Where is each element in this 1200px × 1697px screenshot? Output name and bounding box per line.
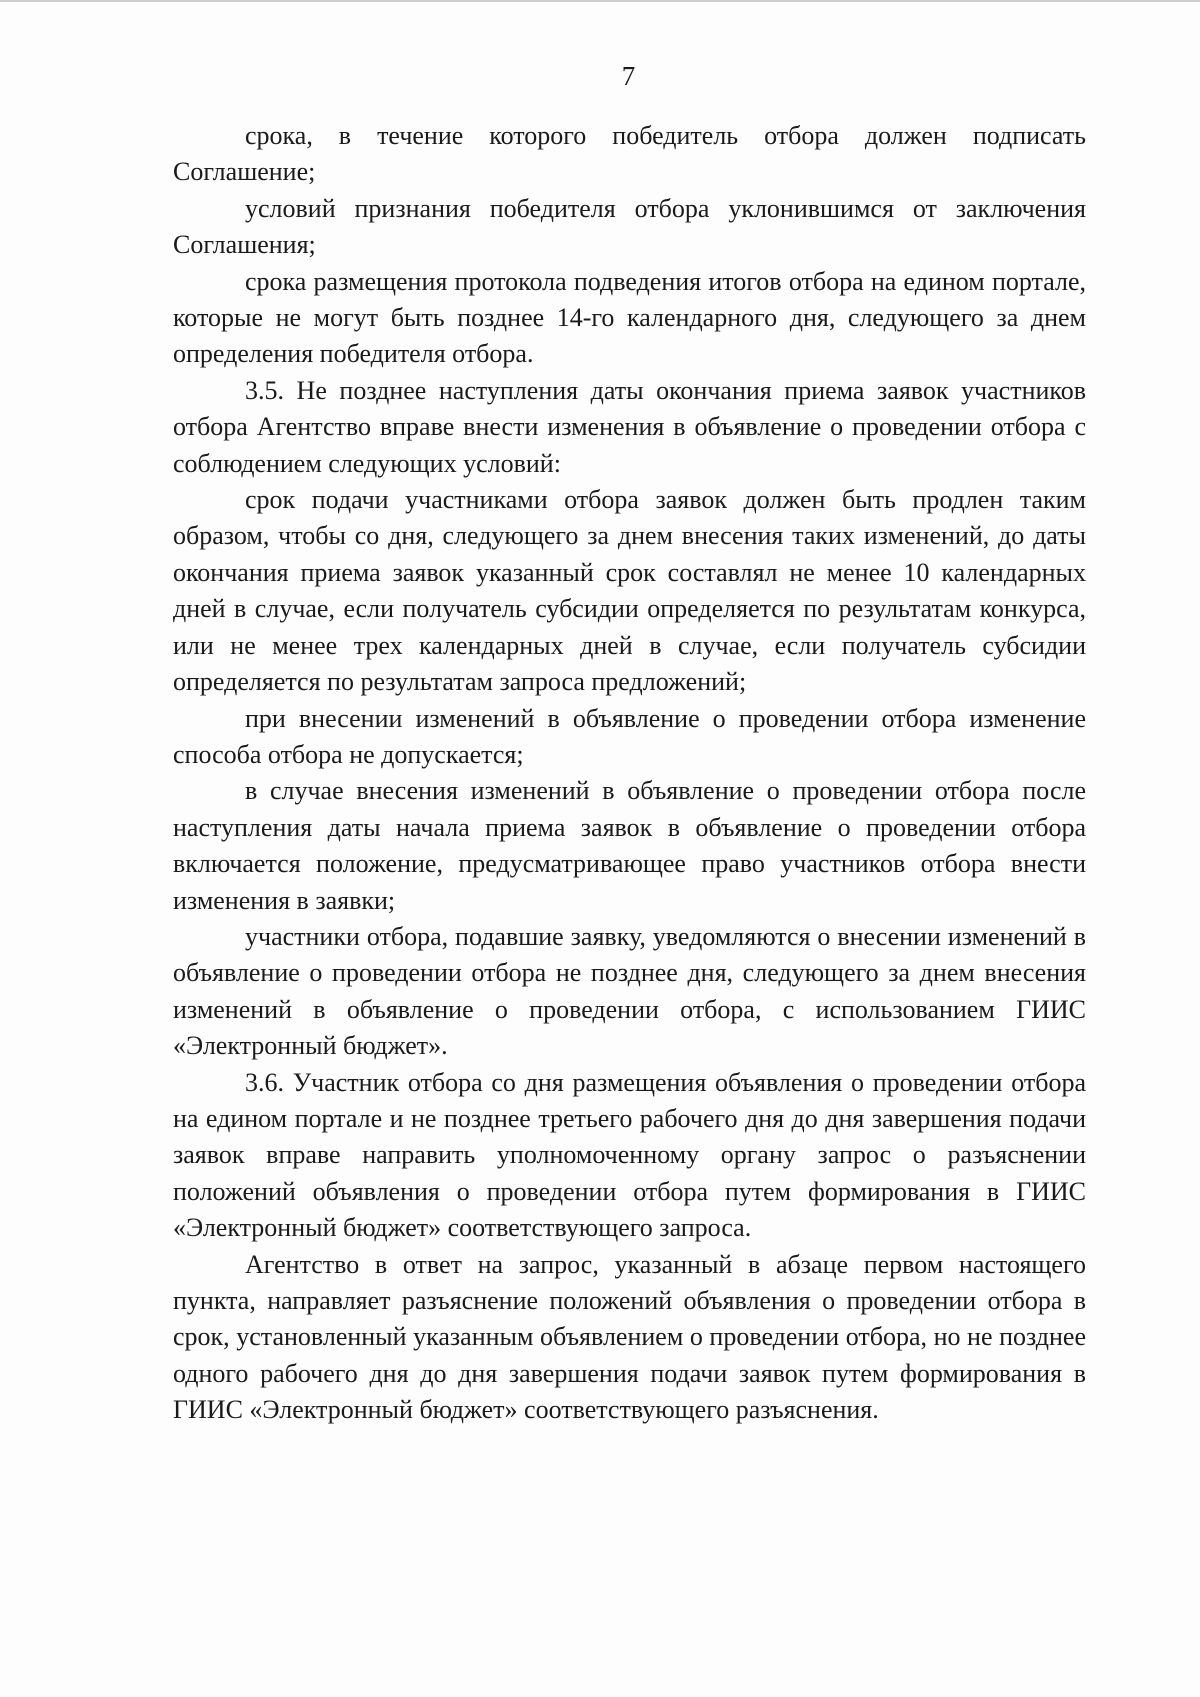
paragraph: срока, в течение которого победитель отбора должен подписать Соглашение;	[173, 121, 1086, 187]
paragraph: в случае внесения изменений в объявление о проведении отбора после наступления даты начала приема заявок в объявление о проведении отбора включается положение, предусматривающее право участников отбора внести изменения в заявки;	[173, 776, 1086, 915]
page-number: 7	[621, 61, 636, 91]
paragraph: Агентство в ответ на запрос, указанный в абзаце первом настоящего пункта, направляет разъяснение положений объявления о проведении отбора в срок, установленный указанным объявлением о проведении отбора, но не позднее одного рабочего дня до дня завершения подачи заявок путем формирования в ГИИС «Электронный бюджет» соответствующего разъяснения.	[173, 1249, 1086, 1425]
paragraph: при внесении изменений в объявление о проведении отбора изменение способа отбора не допускается;	[173, 703, 1086, 769]
paragraph: срока размещения протокола подведения итогов отбора на едином портале, которые не могут быть позднее 14-го календарного дня, следующего за днем определения победителя отбора.	[173, 266, 1086, 369]
paragraph: условий признания победителя отбора уклонившимся от заключения Соглашения;	[173, 193, 1086, 260]
scan-top-edge	[0, 0, 1200, 2]
paragraph-section-3-6: 3.6. Участник отбора со дня размещения объявления о проведении отбора на едином портале и не позднее третьего рабочего дня до дня завершения подачи заявок вправе направить уполномоченному органу запрос о разъяснении положений объявления о проведении отбора путем формирования в ГИИС «Электронный бюджет» соответствующего запроса.	[173, 1067, 1086, 1243]
paragraph: участники отбора, подавшие заявку, уведомляются о внесении изменений в объявление о проведении отбора не позднее дня, следующего за днем внесения изменений в объявление о проведении отбора, с использованием ГИИС «Электронный бюджет».	[173, 921, 1086, 1061]
document-body	[173, 118, 1086, 1429]
paragraph: срок подачи участниками отбора заявок должен быть продлен таким образом, чтобы со дня, следующего за днем внесения таких изменений, до даты окончания приема заявок указанный срок составлял не менее 10 календарных дней в случае, если получатель субсидии определяется по результатам конкурса, или не менее трех календарных дней в случае, если получатель субсидии определяется по результатам запроса предложений;	[173, 485, 1086, 697]
paragraph-section-3-5: 3.5. Не позднее наступления даты окончания приема заявок участников отбора Агентство вправе внести изменения в объявление о проведении отбора с соблюдением следующих условий:	[173, 375, 1086, 478]
